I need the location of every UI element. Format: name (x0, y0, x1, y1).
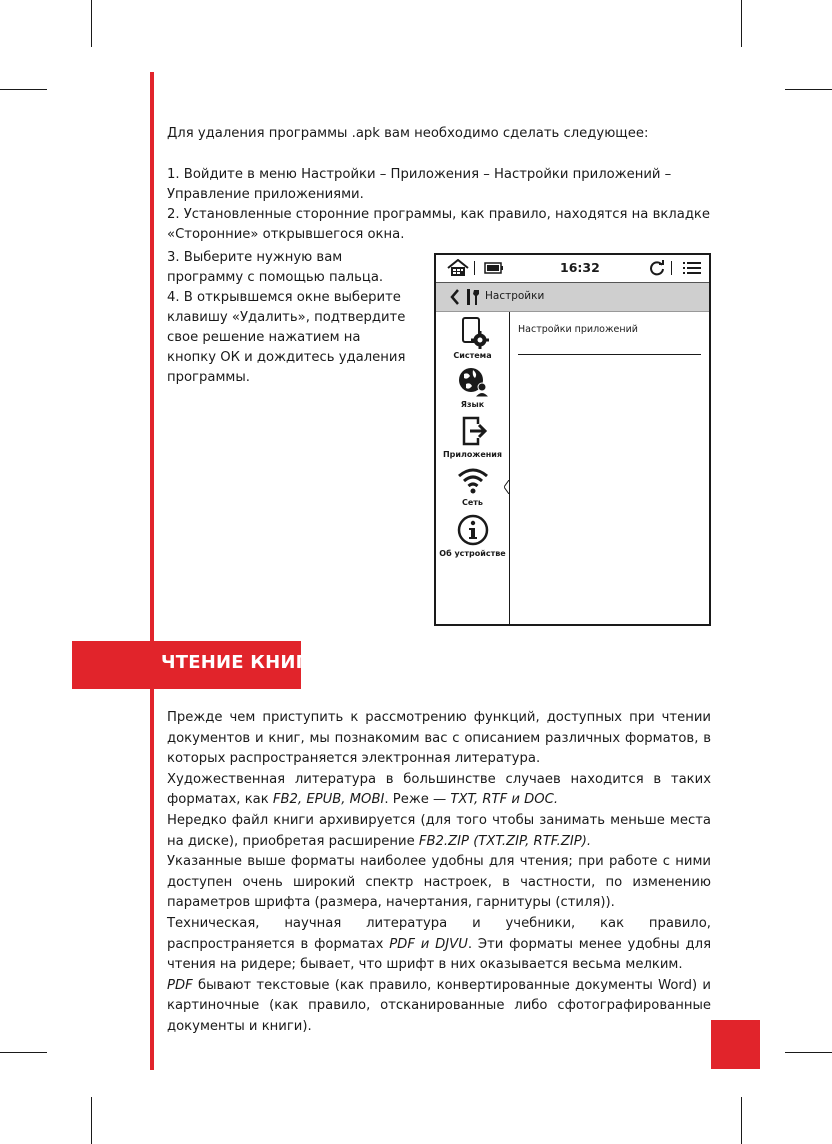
crop-mark (0, 1052, 47, 1053)
home-icon[interactable] (447, 259, 469, 277)
sidebar-item-system[interactable] (436, 317, 509, 360)
format-list: FB2, EPUB, MOBI (272, 792, 385, 808)
paragraph: Прежде чем приступить к рассмотрению функций, доступных при чтении документов и книг, мы познакомим вас с описанием различных форматов, в которых распространяется электронная литература. (167, 710, 711, 767)
sidebar-item-label: Приложения (442, 450, 503, 459)
wifi-icon (456, 466, 490, 496)
settings-title-bar (436, 283, 709, 312)
page-corner-tab (711, 1020, 760, 1069)
section-heading-band (72, 641, 308, 689)
text-run: Художественная литература в большинстве случаев находится в таких форматах, как (167, 771, 711, 808)
crop-mark (91, 0, 92, 47)
settings-sidebar (436, 312, 510, 624)
app-exit-icon (456, 416, 490, 448)
red-margin-rule (150, 72, 154, 1070)
step-1: 1. Войдите в меню Настройки – Приложения – Настройки приложений – Управление приложениями. (167, 167, 672, 202)
menu-list-icon[interactable] (683, 261, 701, 276)
sidebar-item-label: Сеть (462, 498, 483, 507)
paragraph (167, 914, 711, 976)
status-separator (474, 261, 475, 275)
status-bar (436, 255, 709, 283)
crop-mark (0, 89, 47, 90)
section-title: ЧТЕНИЕ КНИГ (161, 652, 308, 673)
sync-icon[interactable] (649, 260, 665, 276)
paragraph (167, 976, 711, 1038)
text-run: бывают текстовые (как правило, конвертированные документы Word) и картиночные (как правило, отсканированные либо сфотографированные документы и книги). (167, 977, 711, 1034)
sidebar-item-label: Система (453, 351, 492, 360)
reading-body-text (167, 708, 711, 1038)
step-3: 3. Выберите нужную вам программу с помощью пальца. (167, 250, 384, 285)
format-list: TXT, RTF и DOC. (450, 792, 559, 808)
content-divider (518, 354, 701, 355)
crop-mark (741, 0, 742, 47)
back-chevron-icon[interactable] (450, 289, 460, 305)
device-screenshot (434, 253, 711, 626)
status-clock: 16:32 (560, 260, 600, 275)
sidebar-item-about-device[interactable] (436, 513, 509, 558)
settings-content-panel (509, 312, 709, 624)
format-name: PDF (167, 977, 193, 993)
sidebar-item-language[interactable] (436, 366, 509, 409)
battery-icon (484, 262, 504, 274)
sidebar-item-label: Язык (460, 400, 485, 409)
step-2: 2. Установленные сторонние программы, как правило, находятся на вкладке «Сторонние» открывшегося окна. (167, 207, 711, 242)
text-run: . Эти форматы менее удобны для чтения на ридере; бывает, что шрифт в них оказывается весьма мелким. (167, 936, 711, 973)
paragraph (167, 770, 711, 811)
step-4: 4. В открывшемся окне выберите клавишу «Удалить», подтвердите свое решение нажатием на кнопку ОК и дождитесь удаления программы. (167, 290, 406, 385)
crop-mark (741, 1097, 742, 1144)
paragraph: Указанные выше форматы наиболее удобны для чтения; при работе с ними доступен очень широкий спектр настроек, в частности, по изменению параметров шрифта (размера, начертания, гарнитуры (стиля)). (167, 854, 711, 911)
text-run: Нередко файл книги архивируется (для того чтобы занимать меньше места на диске), приобретая расширение (167, 812, 711, 849)
status-separator (671, 261, 672, 275)
text-run: Техническая, научная литература и учебники, как правило, распространяется в форматах (167, 915, 711, 952)
text-run: . Реже — (384, 792, 451, 808)
settings-tools-icon (464, 288, 482, 306)
sidebar-item-applications[interactable] (436, 416, 509, 459)
crop-mark (785, 89, 832, 90)
format-list: FB2.ZIP (TXT.ZIP, RTF.ZIP). (418, 833, 592, 849)
sidebar-item-label: Об устройстве (439, 549, 506, 558)
instructions-intro: Для удаления программы .apk вам необходимо сделать следующее: (167, 126, 649, 141)
globe-person-icon (456, 366, 490, 398)
paragraph (167, 811, 711, 852)
info-icon (456, 513, 490, 547)
crop-mark (785, 1052, 832, 1053)
tablet-gear-icon (456, 317, 490, 349)
sidebar-item-network[interactable] (436, 466, 509, 507)
format-list: PDF и DJVU (389, 936, 468, 952)
content-item-app-settings[interactable]: Настройки приложений (518, 324, 638, 335)
settings-title: Настройки (485, 290, 545, 302)
crop-mark (91, 1097, 92, 1144)
